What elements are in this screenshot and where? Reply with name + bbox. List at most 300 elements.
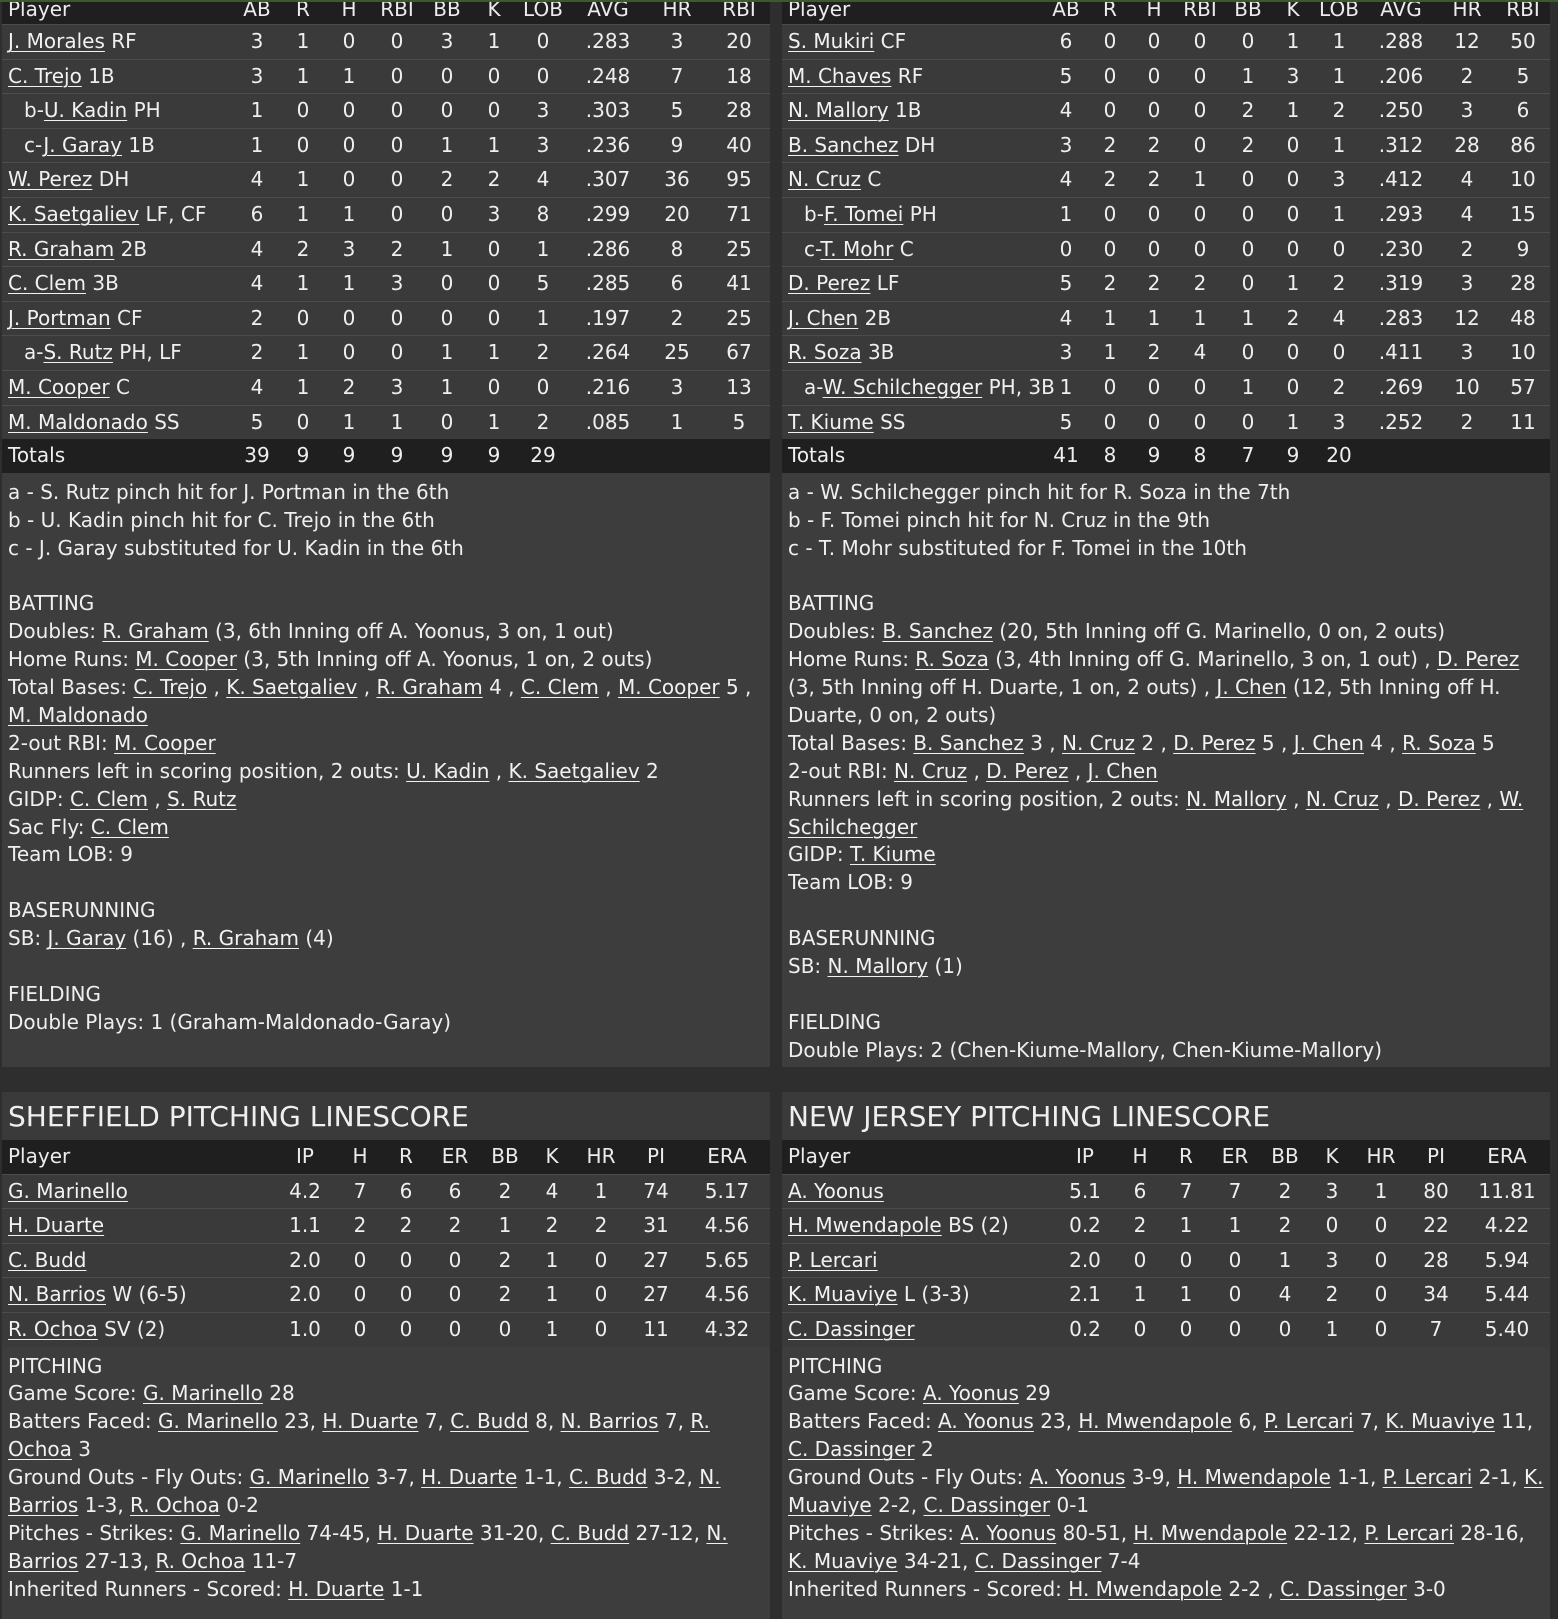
stat-cell: 0 [326, 163, 372, 198]
player-link[interactable]: R. Soza [788, 340, 862, 365]
stat-label: GIDP: [8, 786, 64, 811]
stat-cell: .299 [570, 197, 646, 232]
stat-cell: 0 [1176, 59, 1224, 94]
player-link[interactable]: S. Mukiri [788, 29, 875, 53]
player-link[interactable]: T. Kiume [849, 842, 936, 867]
gidp-line [788, 841, 1544, 869]
player-link[interactable]: A. Yoonus [788, 1178, 884, 1203]
player-link[interactable]: C. Clem [520, 675, 599, 700]
player-link[interactable]: N. Mallory [1186, 786, 1287, 811]
stat-cell: 41 [708, 267, 770, 302]
col-header: K [1272, 2, 1314, 25]
stat-cell: 2.0 [272, 1278, 338, 1313]
stat-cell: 2 [234, 301, 280, 336]
stat-cell: 74 [628, 1174, 684, 1209]
player-link[interactable]: K. Muaviye [1385, 1409, 1495, 1434]
player-link[interactable]: J. Garay [43, 132, 123, 157]
section-title: PITCHING [8, 1353, 103, 1378]
stat-cell: 11 [628, 1312, 684, 1346]
stat-cell: 1 [1224, 370, 1272, 405]
table-row [2, 128, 770, 163]
player-link[interactable]: M. Maldonado [8, 702, 148, 727]
stat-value: 3-0 [1406, 1576, 1446, 1601]
player-link[interactable]: N. Barrios [8, 1282, 106, 1307]
player-cell [782, 232, 1044, 267]
stat-cell: 1 [472, 25, 516, 60]
stat-cell: .269 [1364, 370, 1438, 405]
player-link[interactable]: B. Sanchez [913, 730, 1024, 755]
position: SS [880, 409, 906, 434]
player-link[interactable]: J. Garay [47, 926, 127, 951]
stat-cell: 4 [234, 163, 280, 198]
player-link[interactable]: H. Duarte [377, 1521, 474, 1545]
player-link[interactable]: B. Sanchez [882, 619, 993, 644]
player-link[interactable]: N. Cruz [894, 758, 968, 783]
stat-cell: 0 [1272, 163, 1314, 198]
table-row [2, 336, 770, 371]
player-link[interactable]: R. Graham [376, 675, 483, 700]
col-header: R [1162, 1140, 1210, 1174]
stat-cell: 0 [1088, 94, 1132, 129]
home-batting-panel [782, 2, 1550, 1067]
player-link[interactable]: T. Kiume [788, 409, 874, 434]
stat-value: 29 [1018, 1381, 1051, 1406]
player-link[interactable]: M. Cooper [114, 730, 216, 755]
col-header: H [1132, 2, 1176, 25]
stat-cell: 0 [280, 301, 326, 336]
player-link[interactable]: R. Soza [1402, 730, 1476, 755]
col-header: LOB [516, 2, 570, 25]
player-link[interactable]: K. Muaviye [788, 1465, 1544, 1518]
stat-value: 2-2, [871, 1493, 918, 1518]
table-row [2, 197, 770, 232]
player-link[interactable]: H. Duarte [288, 1576, 385, 1601]
stat-value: 5 , [719, 675, 752, 700]
stat-cell: 2 [646, 301, 708, 336]
col-header: HR [1354, 1140, 1408, 1174]
stat-cell: 0 [472, 370, 516, 405]
player-link[interactable]: C. Trejo [133, 675, 208, 700]
player-cell [2, 336, 234, 371]
stat-cell: 1 [1272, 405, 1314, 439]
player-link[interactable]: W. Perez [8, 167, 93, 192]
stat-value: 2-1, [1472, 1465, 1518, 1490]
player-link[interactable]: P. Lercari [1263, 1409, 1354, 1434]
player-link[interactable]: D. Perez [1436, 647, 1520, 672]
player-link[interactable]: N. Barrios [560, 1409, 659, 1434]
stat-cell: 2 [1314, 267, 1364, 302]
player-link[interactable]: N. Barrios [8, 1521, 728, 1573]
stat-cell: 0 [472, 301, 516, 336]
stat-value: 0-1 [1050, 1493, 1090, 1518]
player-link[interactable]: K. Saetgaliev [508, 758, 640, 783]
player-link[interactable]: B. Sanchez [788, 132, 899, 157]
stat-cell: 2 [280, 232, 326, 267]
groundouts-flyouts-line [8, 1464, 764, 1520]
player-link[interactable]: C. Dassinger [788, 1316, 915, 1341]
player-cell [782, 301, 1044, 336]
player-link[interactable]: G. Marinello [157, 1409, 278, 1434]
stat-cell: 2 [1224, 128, 1272, 163]
stat-cell: 4.56 [684, 1209, 770, 1244]
player-link[interactable]: M. Cooper [8, 374, 110, 399]
stat-cell: 80 [1408, 1174, 1464, 1209]
stat-cell: 5 [1044, 59, 1088, 94]
position: C [867, 167, 882, 192]
stat-cell: 3 [1438, 267, 1496, 302]
stat-cell: 0 [1210, 1243, 1260, 1278]
stat-cell: 1 [234, 128, 280, 163]
player-link[interactable]: J. Portman [8, 305, 111, 330]
stat-cell: .250 [1364, 94, 1438, 129]
stat-label: Runners left in scoring position, 2 outs: [788, 786, 1180, 811]
stat-cell: 0 [372, 336, 422, 371]
player-link[interactable]: S. Rutz [43, 340, 113, 365]
stat-cell: 0 [422, 405, 472, 439]
stat-cell: .283 [1364, 301, 1438, 336]
player-link[interactable]: G. Marinello [180, 1521, 301, 1545]
player-link[interactable]: T. Mohr [820, 236, 894, 261]
stat-cell: 5.17 [684, 1174, 770, 1209]
player-link[interactable]: M. Chaves [788, 63, 892, 88]
stat-cell: 5.1 [1052, 1174, 1118, 1209]
player-link[interactable]: K. Muaviye [788, 1548, 898, 1573]
stat-cell: 0 [372, 197, 422, 232]
stat-cell: 0 [1176, 405, 1224, 439]
stat-cell: 3 [516, 94, 570, 129]
player-link[interactable]: A. Yoonus [960, 1521, 1057, 1545]
player-link[interactable]: C. Dassinger [788, 1437, 915, 1462]
player-link[interactable]: C. Clem [8, 271, 86, 296]
position: DH [98, 167, 130, 192]
stat-label: Home Runs: [788, 647, 909, 672]
stat-value: (4) [299, 926, 334, 951]
player-link[interactable]: W. Schilchegger [822, 374, 983, 399]
stat-cell: 1 [1044, 197, 1088, 232]
player-link[interactable]: J. Chen [788, 305, 859, 330]
stat-cell: 1 [1044, 370, 1088, 405]
stat-cell: 1 [516, 232, 570, 267]
col-header: BB [1260, 1140, 1310, 1174]
stat-cell: 1 [530, 1312, 574, 1346]
stat-label: Pitches - Strikes: [788, 1521, 954, 1545]
stat-cell: 48 [1496, 301, 1550, 336]
stat-cell: 0 [1314, 232, 1364, 267]
stat-cell: 10 [1496, 336, 1550, 371]
home-runs-line [788, 646, 1544, 730]
player-link[interactable]: K. Saetgaliev [8, 201, 140, 226]
position: PH, LF [119, 340, 182, 365]
stat-cell: 0 [1354, 1312, 1408, 1346]
player-link[interactable]: C. Dassinger [923, 1493, 1051, 1518]
stat-cell: 1 [326, 267, 372, 302]
sub-prefix: c- [24, 132, 44, 157]
section-title: FIELDING [8, 981, 101, 1006]
table-row [2, 1278, 770, 1313]
stat-cell: .307 [570, 163, 646, 198]
stat-cell: 1 [1314, 128, 1364, 163]
player-link[interactable]: H. Mwendapole [1133, 1521, 1288, 1545]
total-cell: 9 [280, 439, 326, 473]
stat-cell: 4 [234, 267, 280, 302]
player-cell [2, 267, 234, 302]
player-link[interactable]: H. Mwendapole [1177, 1465, 1331, 1490]
player-link[interactable]: C. Budd [8, 1247, 87, 1272]
stat-cell: 0 [1176, 94, 1224, 129]
stat-cell: 3 [1044, 336, 1088, 371]
player-link[interactable]: R. Ochoa [130, 1493, 220, 1518]
player-link[interactable]: C. Budd [550, 1521, 630, 1545]
stat-cell: 0 [1118, 1243, 1162, 1278]
player-link[interactable]: H. Mwendapole [788, 1213, 942, 1238]
player-link[interactable]: C. Dassinger [974, 1548, 1102, 1573]
player-link[interactable]: U. Kadin [406, 758, 490, 783]
stat-cell: 7 [1408, 1312, 1464, 1346]
batters-faced-line [8, 1408, 764, 1464]
player-link[interactable]: C. Budd [569, 1465, 648, 1490]
player-link[interactable]: H. Duarte [421, 1465, 518, 1490]
player-link[interactable]: S. Rutz [167, 786, 237, 811]
total-cell: 9 [1272, 439, 1314, 473]
stat-cell: 2 [1438, 405, 1496, 439]
player-link[interactable]: D. Perez [1397, 786, 1481, 811]
stat-cell: 0 [1354, 1243, 1408, 1278]
player-link[interactable]: N. Mallory [827, 954, 929, 979]
stat-cell: 4.2 [272, 1174, 338, 1209]
player-link[interactable]: J. Chen [1216, 675, 1287, 700]
player-link[interactable]: W. Schilchegger [788, 786, 1524, 839]
stat-detail: (3, 6th Inning off A. Yoonus, 3 on, 1 out) [208, 619, 614, 644]
player-link[interactable]: H. Mwendapole [1078, 1409, 1233, 1434]
stat-label: Game Score: [8, 1381, 137, 1406]
stat-cell: 5.65 [684, 1243, 770, 1278]
player-link[interactable]: P. Lercari [788, 1247, 878, 1272]
sub-note: a - S. Rutz pinch hit for J. Portman in the 6th [8, 479, 450, 504]
stat-cell: 2 [1314, 370, 1364, 405]
stat-value: (16) , [126, 926, 187, 951]
stat-cell: 0 [1176, 232, 1224, 267]
stat-cell: 2 [1260, 1174, 1310, 1209]
stat-cell: 1 [280, 336, 326, 371]
player-link[interactable]: H. Duarte [322, 1409, 419, 1434]
table-row [782, 267, 1550, 302]
total-cell: 8 [1176, 439, 1224, 473]
player-link[interactable]: J. Chen [1087, 758, 1158, 783]
total-cell: 9 [472, 439, 516, 473]
stat-cell: 3 [646, 370, 708, 405]
player-link[interactable]: P. Lercari [1382, 1465, 1473, 1490]
col-header: Player [2, 2, 234, 25]
stat-cell: 0 [1088, 59, 1132, 94]
stat-cell: 1 [422, 232, 472, 267]
total-cell: 9 [422, 439, 472, 473]
stat-value: 3 [71, 1437, 91, 1462]
player-link[interactable]: D. Perez [986, 758, 1069, 783]
stat-cell: 10 [1496, 163, 1550, 198]
stat-cell: .197 [570, 301, 646, 336]
stat-cell: 1 [326, 59, 372, 94]
player-link[interactable]: R. Ochoa [155, 1548, 246, 1573]
col-header: PI [1408, 1140, 1464, 1174]
player-link[interactable]: M. Maldonado [8, 409, 148, 434]
player-link[interactable]: N. Cruz [1062, 730, 1136, 755]
player-link[interactable]: D. Perez [788, 271, 871, 296]
stat-value: 3-2, [647, 1465, 693, 1490]
game-score-line [788, 1380, 1544, 1408]
player-link[interactable]: C. Dassinger [1280, 1576, 1407, 1601]
stat-label: Total Bases: [788, 730, 907, 755]
player-link[interactable]: R. Ochoa [8, 1316, 98, 1341]
stat-cell: 0 [1088, 405, 1132, 439]
col-header: K [530, 1140, 574, 1174]
stat-value: 11, [1494, 1409, 1534, 1434]
player-link[interactable]: K. Muaviye [788, 1282, 898, 1307]
player-link[interactable]: G. Marinello [249, 1465, 370, 1490]
stat-label: Total Bases: [8, 675, 127, 700]
stat-cell: 2.0 [1052, 1243, 1118, 1278]
player-link[interactable]: M. Cooper [617, 675, 720, 700]
player-link[interactable]: R. Graham [192, 926, 299, 951]
stat-cell: 25 [708, 232, 770, 267]
total-cell: 9 [326, 439, 372, 473]
col-header: K [472, 2, 516, 25]
player-link[interactable]: R. Soza [915, 647, 989, 672]
home-pitching-table [782, 1140, 1550, 1347]
player-link[interactable]: N. Cruz [1305, 786, 1379, 811]
stat-cell: 0 [1088, 370, 1132, 405]
stat-cell: 0 [326, 94, 372, 129]
player-link[interactable]: A. Yoonus [1029, 1465, 1126, 1490]
player-link[interactable]: U. Kadin [43, 98, 128, 123]
stat-value: 1-1, [1330, 1465, 1377, 1490]
stat-label: Game Score: [788, 1381, 917, 1406]
player-link[interactable]: C. Clem [90, 814, 169, 839]
stat-cell: 1 [530, 1243, 574, 1278]
total-bases-line: Total Bases: C. Trejo , K. Saetgaliev , R. Graham 4 , C. Clem , M. Cooper 5 , M. Maldonado [8, 675, 752, 727]
col-header: HR [574, 1140, 628, 1174]
stat-cell: 22 [1408, 1209, 1464, 1244]
stat-cell: 25 [708, 301, 770, 336]
stat-cell: 0 [1354, 1278, 1408, 1313]
stat-cell: 1 [1162, 1278, 1210, 1313]
position: RF [897, 63, 924, 88]
stat-cell: 1 [234, 94, 280, 129]
col-header: Player [782, 2, 1044, 25]
section-title: BASERUNNING [788, 926, 936, 951]
stat-cell: 1 [326, 405, 372, 439]
decision-note: SV (2) [97, 1316, 166, 1341]
stat-cell: 0 [1272, 370, 1314, 405]
col-header: R [382, 1140, 430, 1174]
away-pitching-panel [2, 1092, 770, 1619]
position: 1B [88, 63, 115, 88]
inherited-runners-line [8, 1576, 764, 1604]
table-row [2, 1174, 770, 1209]
col-header: H [338, 1140, 382, 1174]
col-header: ERA [684, 1140, 770, 1174]
player-link[interactable]: P. Lercari [1364, 1521, 1454, 1545]
player-link[interactable]: C. Clem [69, 786, 148, 811]
player-link[interactable]: R. Ochoa [8, 1409, 710, 1462]
stat-cell: 2.0 [272, 1243, 338, 1278]
risp-line: Runners left in scoring position, 2 outs: N. Mallory , N. Cruz , D. Perez , W. Schilchegger [788, 786, 1524, 839]
stat-cell: 1 [326, 197, 372, 232]
player-cell [782, 405, 1044, 439]
stat-cell: 0 [574, 1243, 628, 1278]
stat-value: 27-12, [629, 1521, 701, 1545]
stat-cell: 2 [372, 232, 422, 267]
player-link[interactable]: C. Budd [450, 1409, 529, 1434]
player-link[interactable]: G. Marinello [8, 1178, 128, 1203]
stat-value: (1) [928, 954, 963, 979]
player-link[interactable]: H. Duarte [8, 1213, 105, 1238]
stat-cell: 0 [1224, 197, 1272, 232]
player-link[interactable]: D. Perez [1173, 730, 1256, 755]
player-link[interactable]: A. Yoonus [937, 1409, 1034, 1434]
col-header: AB [234, 2, 280, 25]
stat-cell: 2 [480, 1243, 530, 1278]
col-header: H [1118, 1140, 1162, 1174]
stat-cell: 0 [1132, 232, 1176, 267]
stat-cell: 5 [516, 267, 570, 302]
total-cell: 8 [1088, 439, 1132, 473]
player-link[interactable]: H. Mwendapole [1068, 1576, 1222, 1601]
player-link[interactable]: N. Barrios [8, 1465, 721, 1518]
sub-prefix: c- [804, 236, 821, 261]
stat-cell: 6 [1496, 94, 1550, 129]
player-link[interactable]: R. Graham [102, 619, 209, 644]
stat-cell: 1 [1210, 1209, 1260, 1244]
player-cell [2, 94, 234, 129]
section-title: BATTING [8, 591, 95, 616]
stat-cell: 2 [234, 336, 280, 371]
stat-cell: 0 [1118, 1312, 1162, 1346]
stat-cell: 2 [530, 1209, 574, 1244]
player-link[interactable]: J. Morales [8, 29, 105, 53]
stat-label: Runners left in scoring position, 2 outs: [8, 758, 400, 783]
stat-value: 2-2 , [1222, 1576, 1274, 1601]
stat-cell: 6 [1118, 1174, 1162, 1209]
stat-cell: 2 [326, 370, 372, 405]
stat-cell: 0 [372, 128, 422, 163]
stat-cell: 0 [326, 128, 372, 163]
stat-cell: 2 [1132, 336, 1176, 371]
decision-note: L (3-3) [897, 1282, 970, 1307]
stat-cell: 3 [1314, 163, 1364, 198]
stat-cell: 7 [1210, 1174, 1260, 1209]
stat-cell: 2 [1438, 59, 1496, 94]
player-link[interactable]: N. Mallory [788, 98, 889, 123]
stat-value: 5 , [1255, 730, 1288, 755]
player-link[interactable]: M. Cooper [135, 647, 237, 672]
player-link[interactable]: C. Trejo [8, 63, 82, 88]
player-link[interactable]: R. Graham [8, 236, 115, 261]
position: RF [111, 29, 137, 53]
player-link[interactable]: F. Tomei [823, 201, 904, 226]
player-link[interactable]: A. Yoonus [923, 1381, 1019, 1406]
position: PH [133, 98, 161, 123]
stat-cell: 1 [1272, 267, 1314, 302]
gidp-line: GIDP: C. Clem , S. Rutz [8, 786, 237, 811]
player-link[interactable]: K. Saetgaliev [226, 675, 358, 700]
stat-cell: 0 [1272, 232, 1314, 267]
player-cell [782, 94, 1044, 129]
player-link[interactable]: G. Marinello [143, 1381, 263, 1406]
stat-cell: 28 [1438, 128, 1496, 163]
player-link[interactable]: J. Chen [1293, 730, 1364, 755]
stat-cell: 0 [1224, 232, 1272, 267]
player-link[interactable]: N. Cruz [788, 167, 862, 192]
